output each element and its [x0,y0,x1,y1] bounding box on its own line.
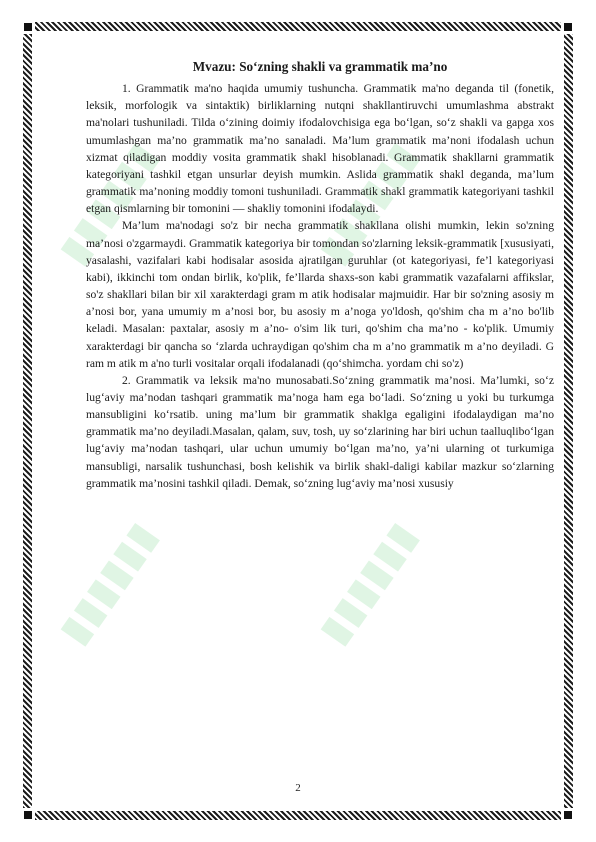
watermark-mark: ▮▮▮▮▮▮ [312,134,426,272]
border-corner-bottom-right [561,808,575,822]
border-corner-bottom-left [21,808,35,822]
paragraph: 2. Grammatik va leksik ma'no munosabati.So‘zning grammatik ma’nosi. Ma’lumki, so‘z lug‘aviy ma’nodan tashqari grammatik ma’noga ham ega bo‘ladi. So‘zning u yoki bu turkumga mansubligini ko‘rsatib. uning ma’lum bir grammatik shaklga egaligini ifodalaydigan ma’no grammatik ma’no deyiladi.Masalan, qalam, suv, tosh, uy so‘zlarining har biri uchun taalluqlibo‘lgan lug‘aviy ma’nodan tashqari, ular uchun umumiy bo‘lgan ma’no, ya’ni ularning ot turkumiga mansubligi, narsalik tushunchasi, bosh kelishik va birlik shakl-daligi kabilar mazkur so‘zlarning grammatik ma’nosini tashkil qiladi. Demak, so‘zning lug‘aviy ma’nosi xususiy [86,373,554,490]
border-corner-top-left [21,20,35,34]
border-corner-top-right [561,20,575,34]
watermark-mark: ▮▮▮▮▮▮ [52,514,166,652]
watermark-mark: ▮▮▮▮▮▮ [312,514,426,652]
page-number: 2 [295,782,301,794]
paragraph: 1. Grammatik ma'no haqida umumiy tushuncha. Grammatik ma'no deganda til (fonetik, leksik, morfologik va sintaktik) birliklarning nutqni shakllantiruvchi umumlashma abstrakt ma'nolari tushuniladi. Tilda o‘zining doimiy ifodalovchisiga ega bo‘lgan, so‘z shakli va gapga xos umumlashgan ma’no grammatik ma’no sanaladi. Ma’lum grammatik ma’noni ifodalash uchun xizmat qiladigan moddiy vosita grammatik shakl hisoblanadi. Grammatik shakllarni grammatik kategoriyani tashkil etgan unsurlar deyish mumkin. Aslida grammatik shakl deganda, ma’lum grammatik ma’noning moddiy tomoni tushuniladi. Grammatik shakl grammatik kategoriyani tashkil etgan qismlarning bir tomonini — shakliy tomonini ifodalaydi. [86,82,554,216]
paragraph: Ma’lum ma'nodagi so'z bir necha grammatik shakllana olishi mumkin, lekin so'zning ma’nosi o'zgarmaydi. Grammatik kategoriya bir tomondan so'zlarning leksik-grammatik [xususiyati, yasalashi, vazifalari kabi hodisalar asosida ajratilgan guruhlar (ot kategoriyasi, fe’l kategoriyasi kabi), ikkinchi tom ondan birlik, ko'plik, fe’llarda shaxs-son kabi grammatik vazafalarni affikslar, so'z shakllari bilan bir xil xarakterdagi gram m atik hodisalar majmuidir. Har bir so'zning asosiy m a’nosi bor, yana umumiy m a’nosi bor, bu asosiy m a’noga yo'ldosh, qo'shim cha m a’no bo'lib keladi. Masalan: paxtalar, asosiy m a’no- o'sim lik turi, qo'shim cha ma’no - ko'plik. Umumiy xarakterdagi bir qancha so ‘zlarda uchraydigan qo'shim cha m a’no grammatik m a’no deyiladi. G ram m atik m a'no turli vositalar orqali ifodalanadi (qo‘shimcha. yordam chi so'z) [86,219,554,370]
document-body [86,58,554,492]
watermark-mark: ▮▮▮▮▮▮ [52,134,166,272]
document-title: Mvazu: So‘zning shakli va grammatik ma’no [192,59,448,74]
